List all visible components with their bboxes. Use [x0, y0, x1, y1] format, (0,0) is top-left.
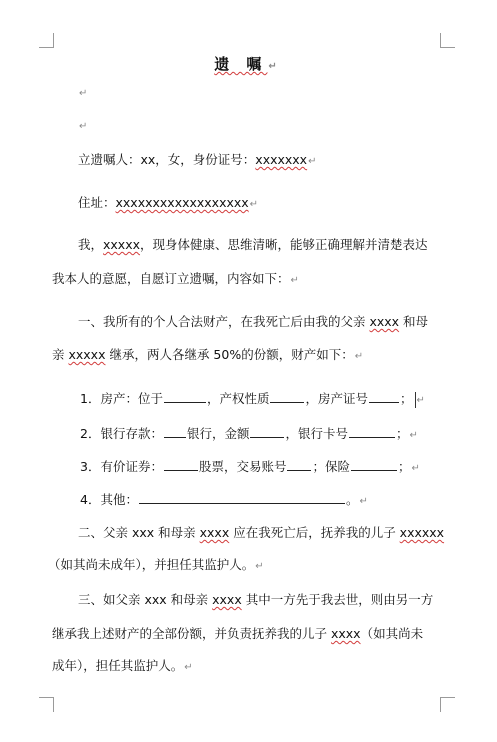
- section3-text: 三、如父亲 xxx 和母亲: [78, 592, 213, 607]
- crop-mark-top-left: [39, 33, 54, 48]
- address-value: xxxxxxxxxxxxxxxxxx: [115, 195, 249, 210]
- item-bank[interactable]: [0, 425, 497, 444]
- testator-paragraph[interactable]: [0, 152, 497, 170]
- item-number: 3．: [80, 459, 101, 474]
- item-punct: ；: [398, 459, 411, 474]
- address-paragraph[interactable]: [0, 195, 497, 213]
- crop-mark-bottom-left: [39, 697, 54, 712]
- text-cursor: [415, 392, 416, 408]
- crop-mark-top-right: [440, 33, 455, 48]
- item-number: 2．: [80, 426, 101, 441]
- crop-mark-bottom-right: [440, 697, 455, 712]
- section3-text: 继承我上述财产的全部份额，并负责抚养我的儿子: [52, 626, 331, 641]
- son-name: xxxxxx: [399, 525, 445, 540]
- blank-field[interactable]: [164, 458, 198, 471]
- section3-text: 其中一方先于我去世，则由另一方: [241, 592, 434, 607]
- blank-field[interactable]: [287, 458, 311, 471]
- intro-text: 我本人的意愿，自愿订立遗嘱，内容如下：: [52, 271, 290, 286]
- section2-text: 二、父亲 xxx 和母亲: [78, 525, 200, 540]
- empty-paragraph-1[interactable]: [0, 84, 497, 102]
- father-name: xxxx: [369, 314, 400, 329]
- intro-text: ，现身体健康、思维清晰，能够正确理解并清楚表达: [140, 237, 428, 252]
- mother-name: xxxx: [199, 525, 230, 540]
- item-punct: ；: [396, 426, 409, 441]
- blank-field[interactable]: [270, 390, 304, 403]
- item-label: 房产：位于: [100, 391, 163, 406]
- section3-text: （如其尚未: [360, 626, 424, 641]
- testator-id-value: xxxxxxx: [255, 152, 308, 167]
- item-other[interactable]: [0, 491, 497, 510]
- section3-line-1[interactable]: [0, 592, 497, 608]
- paragraph-mark-icon: ↵: [359, 496, 368, 507]
- blank-field[interactable]: [164, 390, 206, 403]
- item-label: ，银行卡号: [285, 426, 348, 441]
- blank-field[interactable]: [164, 425, 186, 438]
- intro-text: 我，: [78, 237, 104, 252]
- paragraph-mark-icon: ↵: [409, 430, 418, 441]
- item-label: 其他：: [100, 492, 138, 507]
- paragraph-mark-icon: ↵: [354, 351, 364, 362]
- paragraph-mark-icon: ↵: [249, 199, 259, 210]
- section1-line-1[interactable]: [0, 314, 497, 330]
- paragraph-mark-icon: ↵: [290, 275, 299, 286]
- paragraph-mark-icon: ↵: [416, 395, 425, 406]
- paragraph-mark-icon: ↵: [268, 61, 283, 72]
- item-number: 1．: [80, 391, 101, 406]
- paragraph-mark-icon: ↵: [411, 463, 420, 474]
- section2-line-2[interactable]: [0, 557, 497, 575]
- blank-field[interactable]: [369, 390, 399, 403]
- son-name: xxxx: [330, 626, 361, 641]
- item-label: 有价证券：: [100, 459, 163, 474]
- blank-field[interactable]: [349, 425, 395, 438]
- document-title[interactable]: [0, 53, 497, 74]
- section3-line-2[interactable]: [0, 626, 497, 642]
- mother-name: xxxxx: [68, 347, 106, 362]
- intro-line-2[interactable]: [0, 271, 497, 289]
- section1-text: 继承，两人各继承 50%的份额，财产如下：: [105, 347, 354, 362]
- item-punct: ；: [400, 391, 413, 406]
- testator-label: 立遗嘱人：xx，女，身份证号：: [78, 152, 256, 167]
- intro-line-1[interactable]: [0, 237, 497, 253]
- paragraph-mark-icon: ↵: [79, 88, 88, 99]
- section2-text: （如其尚未成年），并担任其监护人。: [48, 557, 255, 572]
- section3-text: 成年），担任其监护人。: [52, 658, 184, 673]
- paragraph-mark-icon: ↵: [308, 156, 317, 167]
- section3-line-3[interactable]: [0, 658, 497, 676]
- item-label: 银行存款：: [100, 426, 163, 441]
- paragraph-mark-icon: ↵: [255, 561, 264, 572]
- item-label: 银行，金额: [186, 426, 250, 441]
- empty-paragraph-2[interactable]: [0, 117, 497, 135]
- item-punct: 。: [345, 492, 359, 507]
- section1-text: 一、我所有的个人合法财产，在我死亡后由我的父亲: [78, 314, 370, 329]
- blank-field[interactable]: [351, 458, 397, 471]
- item-label: ；保险: [312, 459, 350, 474]
- item-number: 4．: [80, 492, 101, 507]
- item-house[interactable]: [0, 390, 497, 409]
- address-label: 住址：: [78, 195, 116, 210]
- item-label: ，房产证号: [305, 391, 368, 406]
- section1-text: 和母: [399, 314, 429, 329]
- title-text: 遗 嘱: [214, 55, 268, 73]
- section2-line-1[interactable]: [0, 525, 497, 541]
- blank-field[interactable]: [250, 425, 284, 438]
- mother-name: xxxx: [212, 592, 242, 607]
- testator-name: xxxxx: [103, 237, 141, 252]
- section1-text: 亲: [52, 347, 69, 362]
- paragraph-mark-icon: ↵: [184, 662, 193, 673]
- blank-field[interactable]: [139, 491, 345, 504]
- paragraph-mark-icon: ↵: [79, 121, 88, 132]
- item-label: ，产权性质: [206, 391, 270, 406]
- section1-line-2[interactable]: [0, 347, 497, 365]
- item-label: 股票，交易账号: [198, 459, 287, 474]
- section2-text: 应在我死亡后，抚养我的儿子: [229, 525, 400, 540]
- item-securities[interactable]: [0, 458, 497, 477]
